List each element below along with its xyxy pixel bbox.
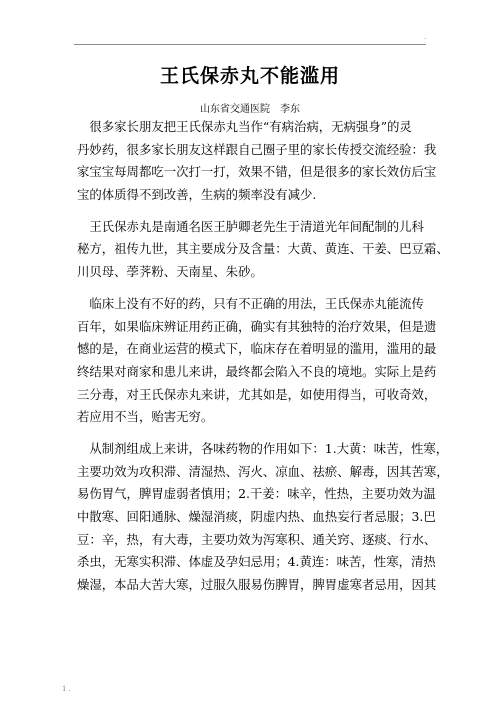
text-line: 从制剂组成上来讲，各味药物的作用如下：1.大黄：味苦，性寒， — [77, 440, 449, 456]
article-body — [77, 116, 449, 606]
text-line: 三分毒，对王氏保赤丸来讲，尤其如是，如使用得当，可收奇效， — [77, 386, 437, 402]
paragraph-3 — [77, 293, 437, 429]
header-rule — [74, 44, 426, 45]
text-line: 丹妙药，很多家长朋友这样跟自己圈子里的家长传授交流经验：我 — [77, 141, 437, 157]
text-line: 很多家长朋友把王氏保赤丸当作“有病治病，无病强身”的灵 — [77, 119, 412, 134]
paragraph-1 — [77, 116, 437, 207]
text-line: 燥湿，本品大苦大寒，过服久服易伤脾胃，脾胃虚寒者忌用，因其 — [77, 577, 437, 593]
article-byline: 山东省交通医院 李东 — [200, 104, 300, 115]
text-line: 中散寒、回阳通脉、燥湿消痰，阴虚内热、血热妄行者忌服；3.巴 — [77, 509, 436, 524]
text-line: 易伤胃气，脾胃虚弱者慎用；2.干姜：味辛，性热，主要功效为温 — [77, 486, 436, 502]
text-line: 宝的体质得不到改善，生病的频率没有减少. — [77, 187, 317, 203]
text-line: 百年，如果临床辨证用药正确，确实有其独特的治疗效果，但是遗 — [77, 318, 437, 334]
text-line: 秘方，祖传九世，其主要成分及含量：大黄、黄连、干姜、巴豆霜、 — [77, 241, 449, 257]
text-line: 临床上没有不好的药，只有不正确的用法，王氏保赤丸能流传 — [77, 295, 424, 311]
text-line: 憾的是，在商业运营的模式下，临床存在着明显的滥用，滥用的最 — [77, 341, 437, 357]
page-footer-mark: 1 . — [62, 685, 71, 693]
text-line: 主要功效为攻积滞、清湿热、泻火、凉血、祛瘀、解毒，因其苦寒， — [77, 463, 449, 479]
text-line: 家宝宝每周都吃一次打一打，效果不错，但是很多的家长效仿后宝 — [77, 164, 437, 180]
text-line: 杀虫，无寒实积滞、体虚及孕妇忌用；4.黄连：味苦，性寒，清热 — [77, 554, 436, 570]
text-line: 终结果对商家和患儿来讲，最终都会陷入不良的境地。实际上是药 — [77, 363, 437, 379]
text-line: 豆：辛，热，有大毒，主要功效为泻寒积、通关窍、逐痰、行水、 — [77, 531, 437, 547]
paragraph-4 — [77, 438, 449, 597]
text-line: 川贝母、荸荠粉、天南星、朱砂。 — [77, 264, 263, 280]
article-title: 王氏保赤丸不能滥用 — [159, 65, 340, 87]
text-line: 若应用不当，贻害无穷。 — [77, 409, 214, 425]
text-line: 王氏保赤丸是南通名医王胪卿老先生于清道光年间配制的儿科 — [77, 218, 424, 234]
corner-mark: · — [424, 36, 426, 43]
paragraph-2 — [77, 216, 449, 284]
